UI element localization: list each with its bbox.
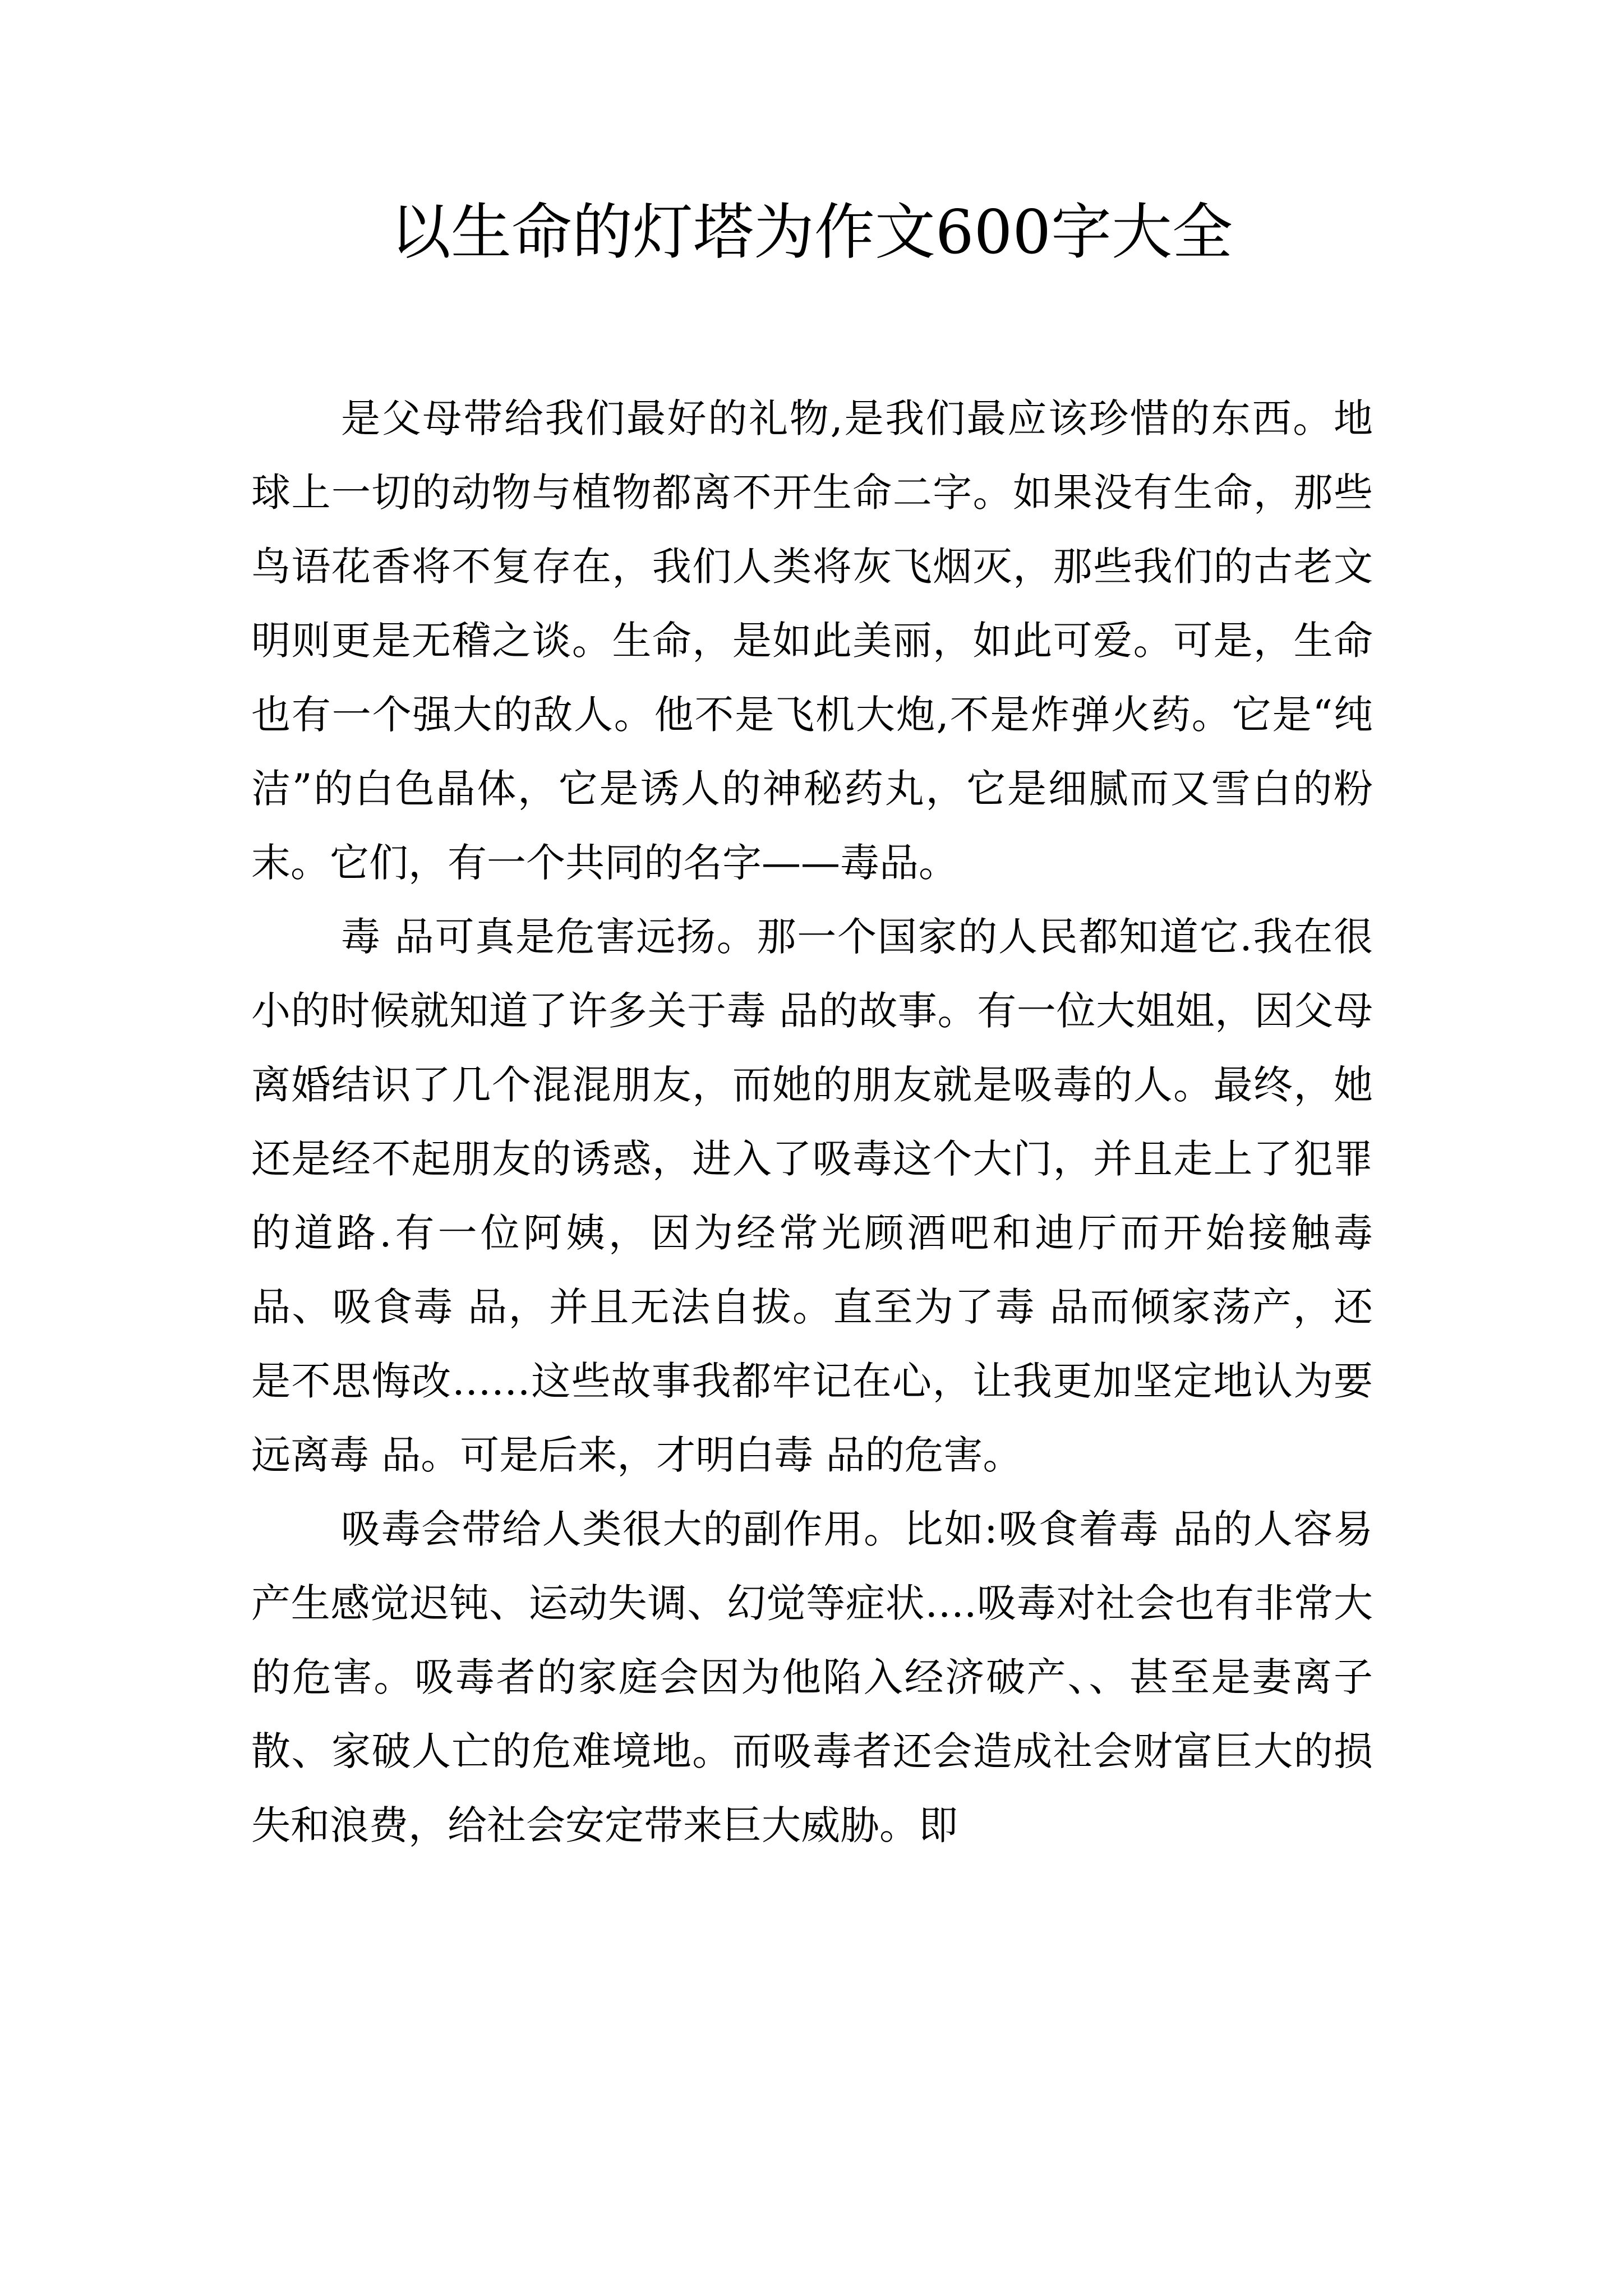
paragraph-3: 吸毒会带给人类很大的副作用。比如:吸食着毒 品的人容易产生感觉迟钝、运动失调、幻觉等症状….吸毒对社会也有非常大的危害。吸毒者的家庭会因为他陷入经济破产、、甚至是妻离子散、家破人亡的危难境地。而吸毒者还会造成社会财富巨大的损失和浪费，给社会安定带来巨大威胁。即 [251, 1506, 1373, 1848]
document-body [251, 381, 1373, 1862]
paragraph-1: 是父母带给我们最好的礼物,是我们最应该珍惜的东西。地球上一切的动物与植物都离不开生命二字。如果没有生命，那些鸟语花香将不复存在，我们人类将灰飞烟灭，那些我们的古老文明则更是无稽之谈。生命，是如此美丽，如此可爱。可是，生命也有一个强大的敌人。他不是飞机大炮,不是炸弹火药。它是“纯洁”的白色晶体，它是诱人的神秘药丸，它是细腻而又雪白的粉末。它们，有一个共同的名字——毒品。 [251, 395, 1373, 886]
document-title: 以生命的灯塔为作文600字大全 [390, 197, 1233, 268]
paragraph-2: 毒 品可真是危害远扬。那一个国家的人民都知道它.我在很小的时候就知道了许多关于毒 品的故事。有一位大姐姐，因父母离婚结识了几个混混朋友，而她的朋友就是吸毒的人。最终，她还是经不起朋友的诱惑，进入了吸毒这个大门，并且走上了犯罪的道路.有一位阿姨，因为经常光顾酒吧和迪厅而开始接触毒 品、吸食毒 品，并且无法自拔。直至为了毒 品而倾家荡产，还是不思悔改……这些故事我都牢记在心，让我更加坚定地认为要远离毒 品。可是后来，才明白毒 品的危害。 [251, 914, 1373, 1478]
